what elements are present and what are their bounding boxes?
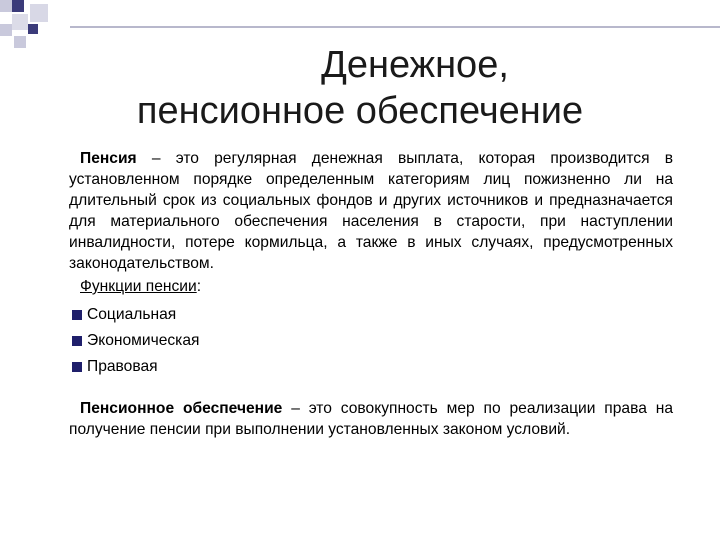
deco-line — [70, 26, 720, 28]
slide-title — [60, 42, 660, 134]
square-bullet-icon — [72, 336, 82, 346]
function-label: Правовая — [87, 358, 158, 375]
deco-square — [12, 0, 24, 12]
title-line-1: Денежное, — [321, 44, 509, 86]
pension-provision-term: Пенсионное обеспечение — [80, 400, 283, 417]
functions-list — [69, 302, 673, 380]
title-line-2: пенсионное обеспечение — [136, 90, 584, 132]
pension-provision-text: – это совокупность мер по реализации права на получение пенсии при выполнении установленных законом условий. — [69, 400, 673, 438]
deco-square — [28, 24, 38, 34]
deco-square — [14, 36, 26, 48]
deco-square — [0, 24, 12, 36]
deco-square — [30, 4, 48, 22]
pension-term: Пенсия — [80, 150, 137, 167]
pension-definition — [69, 148, 673, 274]
functions-colon: : — [196, 278, 202, 295]
functions-label: Функции пенсии — [80, 278, 197, 295]
functions-heading — [69, 276, 673, 297]
deco-square — [12, 14, 28, 30]
pension-definition-text: – это регулярная денежная выплата, которая производится в установленном порядке определенным категориям лиц пожизненно ли на длительный срок из социальных фондов и других источников и предназначается для материального обеспечения населения в старости, при наступлении инвалидности, потере кормильца, а также в иных случаях, предусмотренных законодательством. — [69, 150, 673, 272]
deco-square — [0, 0, 12, 12]
square-bullet-icon — [72, 362, 82, 372]
pension-provision-definition — [69, 398, 673, 440]
slide-body — [69, 148, 673, 440]
function-label: Экономическая — [87, 332, 200, 349]
list-item — [69, 354, 673, 380]
function-label: Социальная — [87, 306, 177, 323]
list-item — [69, 302, 673, 328]
square-bullet-icon — [72, 310, 82, 320]
list-item — [69, 328, 673, 354]
